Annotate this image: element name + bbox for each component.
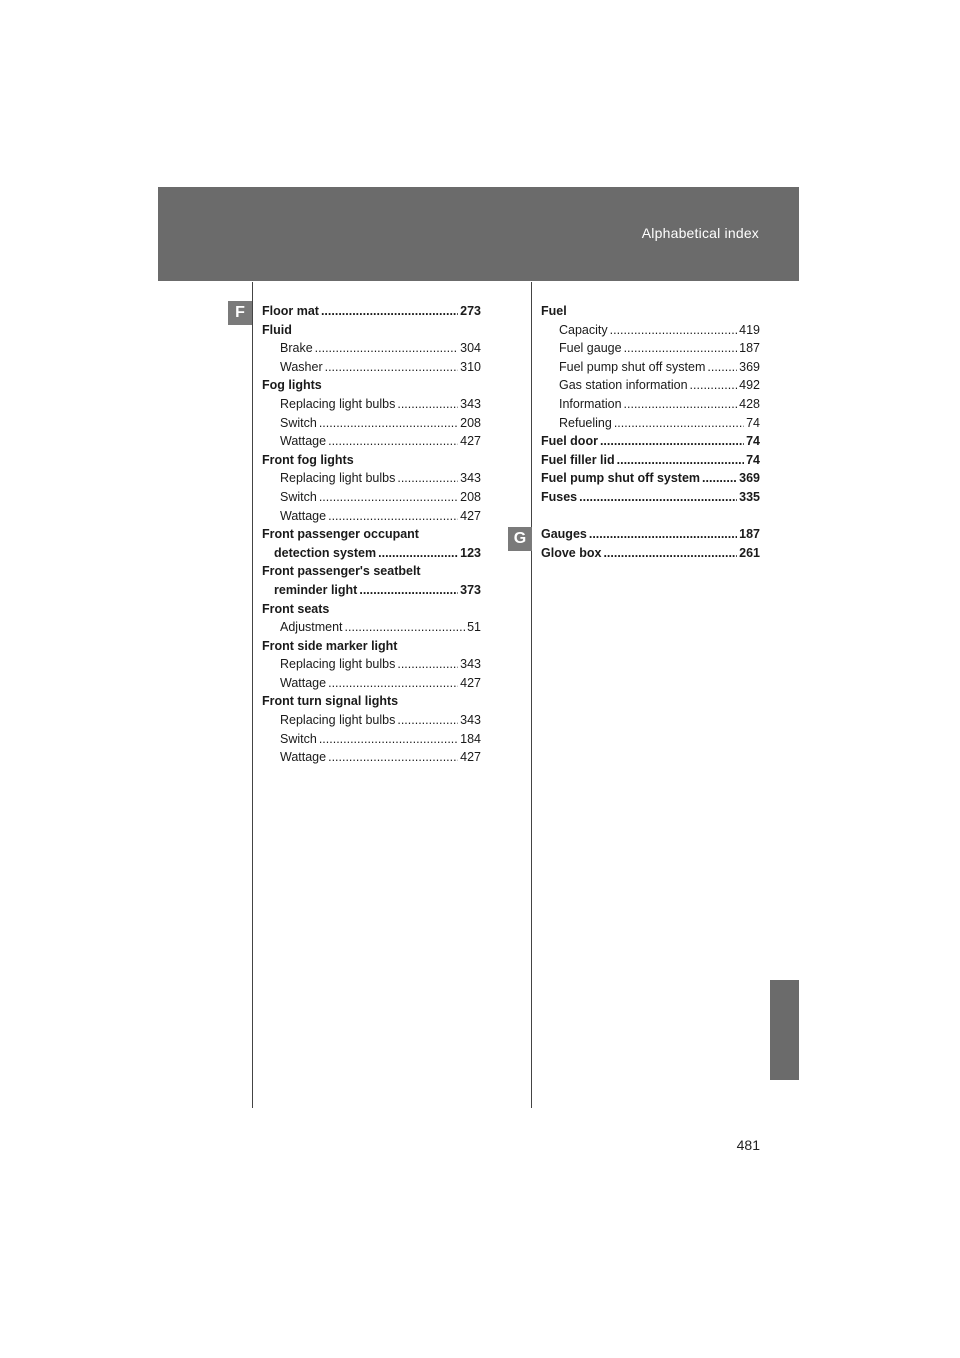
- index-entry-label: Fluid: [262, 322, 292, 337]
- index-entry: [262, 527, 481, 546]
- dot-leader: [378, 546, 458, 560]
- dot-leader: [610, 323, 738, 337]
- index-entry-page: 492: [739, 378, 760, 393]
- dot-leader: [702, 471, 737, 485]
- index-entry: [262, 750, 481, 769]
- index-entry: [541, 416, 760, 435]
- dot-leader: [319, 416, 458, 430]
- header-title: Alphabetical index: [641, 225, 759, 241]
- index-entry-page: 310: [460, 359, 481, 374]
- index-entry: [262, 676, 481, 695]
- index-entry: [262, 341, 481, 360]
- dot-leader: [328, 750, 458, 764]
- index-entry-page: 208: [460, 489, 481, 504]
- index-entry-label: Fuel gauge: [559, 341, 622, 356]
- index-entry: [541, 360, 760, 379]
- index-entry: [541, 434, 760, 453]
- index-entry-label: Refueling: [559, 415, 612, 430]
- dot-leader: [328, 676, 458, 690]
- index-entry: [541, 453, 760, 472]
- column-divider-right: [531, 282, 532, 1108]
- index-entry-page: 74: [746, 452, 760, 467]
- dot-leader: [397, 657, 458, 671]
- index-entry: [262, 304, 481, 323]
- index-entry-label: Gauges: [541, 527, 587, 542]
- index-entry-label: Wattage: [280, 750, 327, 765]
- index-entry-label: Switch: [280, 489, 317, 504]
- index-entry-page: 273: [460, 304, 481, 318]
- index-entry: [262, 323, 481, 342]
- index-entry: [541, 527, 760, 546]
- index-entry: [262, 694, 481, 713]
- dot-leader: [690, 378, 738, 392]
- dot-leader: [624, 397, 738, 411]
- section-tab: [770, 980, 799, 1080]
- index-entry-label: Fuses: [541, 489, 578, 504]
- index-entry: [262, 416, 481, 435]
- index-entry-page: 187: [739, 527, 760, 542]
- index-entry: [262, 602, 481, 621]
- index-entry-page: 343: [460, 713, 481, 728]
- dot-leader: [321, 304, 458, 318]
- index-entry-page: 261: [739, 545, 760, 560]
- index-entry-label: Washer: [280, 359, 323, 374]
- index-entry-label: Fuel filler lid: [541, 452, 615, 467]
- index-entry-label: Fuel door: [541, 434, 598, 449]
- index-entry: [262, 360, 481, 379]
- section-gap: [541, 509, 760, 528]
- index-entry: [262, 620, 481, 639]
- dot-leader: [319, 732, 458, 746]
- index-entry-label: Replacing light bulbs: [280, 396, 396, 411]
- section-letter-g: G: [508, 527, 532, 551]
- index-entry-label: Front passenger occupant: [262, 527, 419, 542]
- index-entry: [262, 509, 481, 528]
- index-entry-label: Switch: [280, 731, 317, 746]
- dot-leader: [397, 397, 458, 411]
- index-entry: [262, 583, 481, 602]
- index-entry-label: Front seats: [262, 601, 330, 616]
- dot-leader: [315, 341, 458, 355]
- index-entry-label: reminder light: [274, 582, 358, 597]
- dot-leader: [397, 471, 458, 485]
- dot-leader: [624, 341, 738, 355]
- index-entry-label: Fog lights: [262, 378, 322, 393]
- index-entry-label: Wattage: [280, 675, 327, 690]
- index-entry-label: Replacing light bulbs: [280, 713, 396, 728]
- index-entry: [262, 639, 481, 658]
- index-entry-label: Front passenger's seatbelt: [262, 564, 421, 579]
- index-entry-label: Floor mat: [262, 304, 319, 318]
- dot-leader: [614, 416, 744, 430]
- index-entry-label: Glove box: [541, 545, 602, 560]
- index-entry: [541, 378, 760, 397]
- dot-leader: [707, 360, 737, 374]
- index-entry-label: Front turn signal lights: [262, 694, 399, 709]
- index-entry: [541, 546, 760, 565]
- index-entry-page: 123: [460, 545, 481, 560]
- index-column-1: [262, 304, 481, 769]
- index-entry: [262, 397, 481, 416]
- index-entry: [262, 657, 481, 676]
- header-band: [158, 187, 799, 281]
- index-entry-page: 427: [460, 508, 481, 523]
- index-entry: [541, 397, 760, 416]
- index-entry-page: 343: [460, 396, 481, 411]
- index-entry-label: Front fog lights: [262, 452, 354, 467]
- index-entry-page: 427: [460, 434, 481, 449]
- index-entry-page: 427: [460, 675, 481, 690]
- index-entry-page: 208: [460, 415, 481, 430]
- index-entry: [262, 713, 481, 732]
- index-entry: [541, 341, 760, 360]
- dot-leader: [328, 509, 458, 523]
- index-entry-label: Fuel: [541, 304, 567, 318]
- index-entry-page: 74: [746, 434, 760, 449]
- index-column-2: [541, 304, 760, 564]
- index-entry-label: Wattage: [280, 508, 327, 523]
- index-entry-page: 187: [739, 341, 760, 356]
- index-entry-label: Information: [559, 396, 622, 411]
- index-entry-page: 343: [460, 471, 481, 486]
- dot-leader: [325, 360, 459, 374]
- index-entry-label: Front side marker light: [262, 638, 398, 653]
- dot-leader: [328, 434, 458, 448]
- index-entry: [262, 434, 481, 453]
- index-entry: [262, 490, 481, 509]
- index-entry-label: Brake: [280, 341, 313, 356]
- index-entry: [541, 490, 760, 509]
- dot-leader: [579, 490, 737, 504]
- index-entry-page: 427: [460, 750, 481, 765]
- index-entry-label: detection system: [274, 545, 377, 560]
- dot-leader: [600, 434, 744, 448]
- index-entry-label: Wattage: [280, 434, 327, 449]
- index-entry-label: Fuel pump shut off system: [559, 359, 706, 374]
- index-entry-page: 184: [460, 731, 481, 746]
- page-number: 481: [736, 1137, 760, 1153]
- index-entry: [262, 378, 481, 397]
- index-entry-page: 419: [739, 322, 760, 337]
- index-entry-label: Adjustment: [280, 620, 343, 635]
- index-entry: [262, 546, 481, 565]
- section-letter-f: F: [228, 301, 252, 325]
- index-entry: [262, 732, 481, 751]
- index-entry: [262, 471, 481, 490]
- index-entry-page: 369: [739, 359, 760, 374]
- index-entry-page: 369: [739, 471, 760, 486]
- index-entry: [262, 453, 481, 472]
- index-entry-label: Gas station information: [559, 378, 688, 393]
- index-entry: [541, 471, 760, 490]
- dot-leader: [603, 546, 737, 560]
- index-entry: [541, 323, 760, 342]
- index-entry-label: Replacing light bulbs: [280, 657, 396, 672]
- dot-leader: [397, 713, 458, 727]
- dot-leader: [345, 620, 466, 634]
- index-entry-label: Replacing light bulbs: [280, 471, 396, 486]
- column-divider-left: [252, 282, 253, 1108]
- index-entry-label: Switch: [280, 415, 317, 430]
- index-entry-page: 74: [746, 415, 760, 430]
- index-entry-label: Fuel pump shut off system: [541, 471, 701, 486]
- index-entry-page: 428: [739, 396, 760, 411]
- dot-leader: [319, 490, 458, 504]
- index-entry-page: 335: [739, 489, 760, 504]
- dot-leader: [589, 527, 737, 541]
- dot-leader: [359, 583, 458, 597]
- dot-leader: [617, 453, 744, 467]
- index-entry-label: Capacity: [559, 322, 608, 337]
- index-entry: [541, 304, 760, 323]
- index-entry-page: 51: [467, 620, 481, 635]
- index-entry-page: 373: [460, 582, 481, 597]
- index-entry-page: 304: [460, 341, 481, 356]
- index-entry-page: 343: [460, 657, 481, 672]
- index-entry: [262, 564, 481, 583]
